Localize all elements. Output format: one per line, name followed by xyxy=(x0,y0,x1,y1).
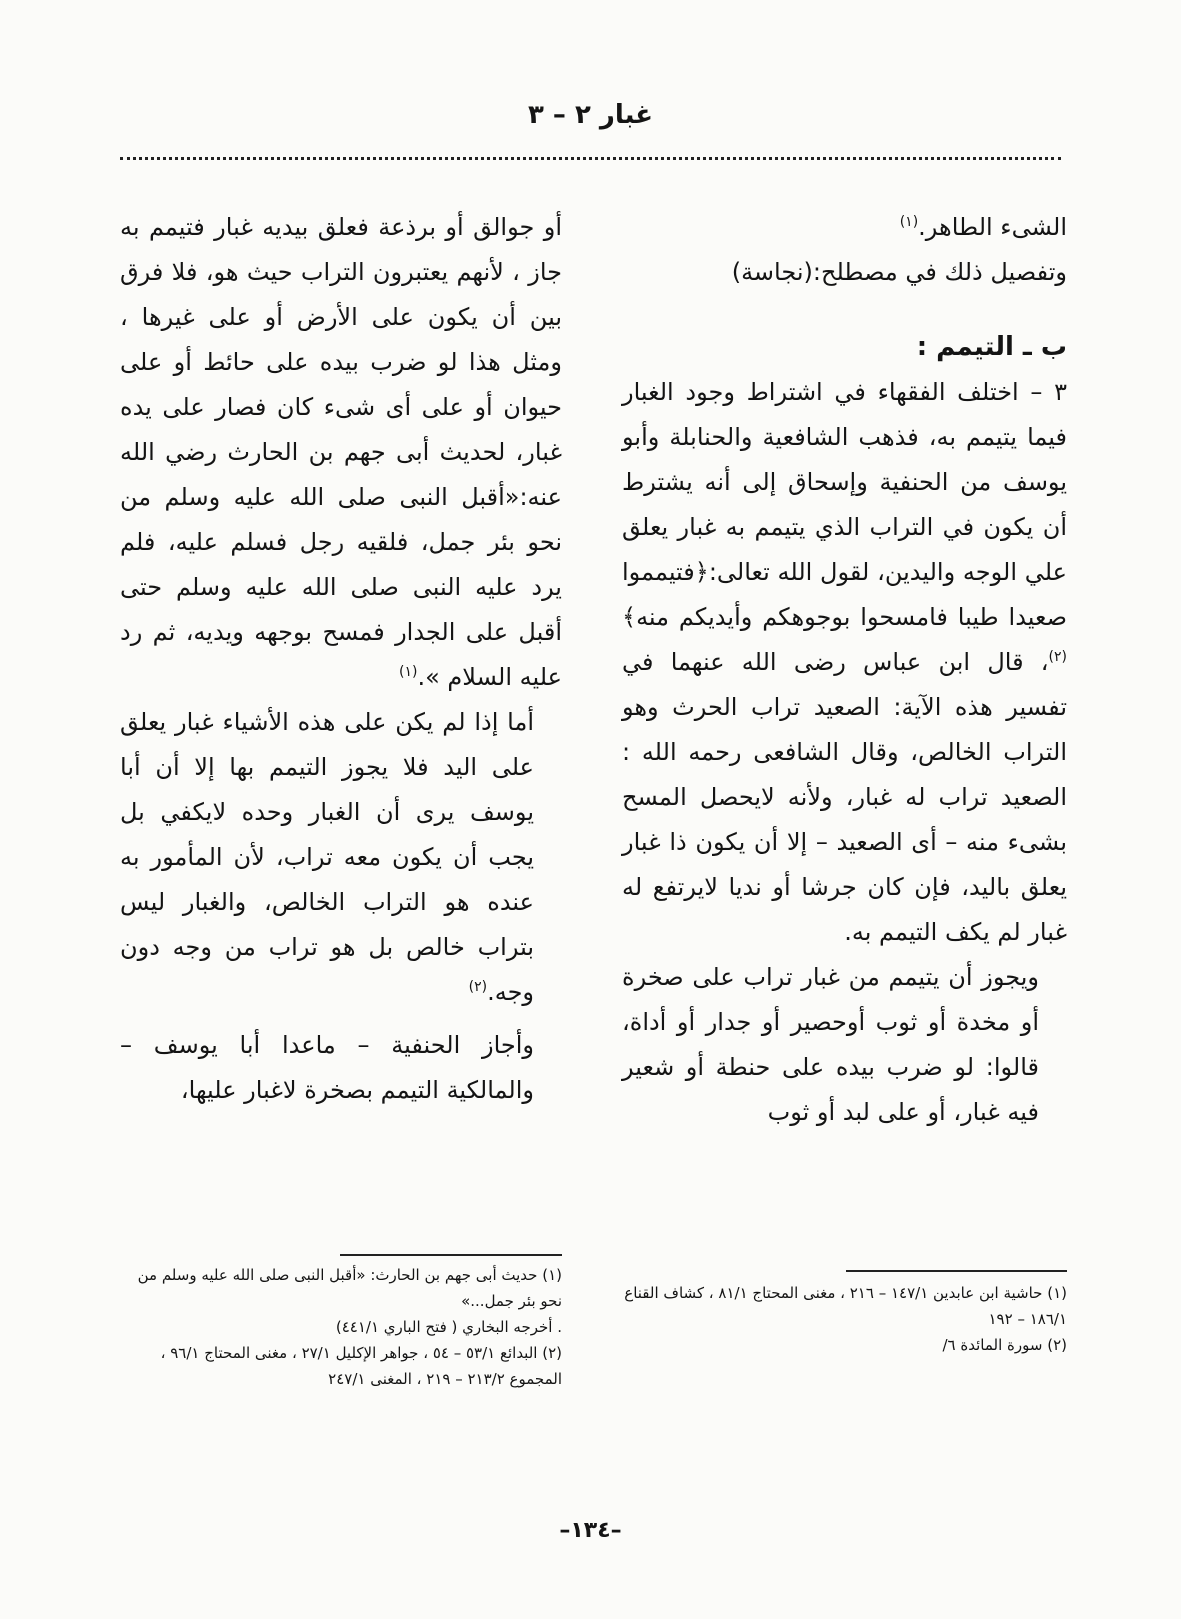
header-dotted-rule xyxy=(120,157,1061,160)
footnote-ref: (١) xyxy=(399,664,418,680)
footnote-ref: (٢) xyxy=(468,979,488,995)
footnote-rule-left xyxy=(340,1254,562,1256)
right-column xyxy=(622,205,1067,1135)
section-heading-tayammum: ب ـ التيمم : xyxy=(916,332,1067,362)
footnote-rule-right xyxy=(846,1270,1067,1272)
left-paragraph-1: أو جوالق أو برذعة فعلق بيديه غبار فتيمم به جاز ، لأنهم يعتبرون التراب حيث هو، فلا فرق بين أن يكون على الأرض أو على غيرها ، ومثل هذا لو ضرب بيده على حائط أو على حيوان أو على أى شىء كان فصار على يده غبار، لحديث أبى جهم بن الحارث رضي الله عنه:«أقبل النبى صلى الله عليه وسلم من نحو بئر جمل، فلقيه رجل فسلم عليه، فلم يرد عليه النبى صلى الله عليه وسلم حتى أقبل على الجدار فمسح بوجهه ويديه، ثم رد عليه السلام ».$^{(١)}$ xyxy=(120,213,562,691)
page-number: –١٣٤– xyxy=(559,1518,622,1543)
footnotes-right xyxy=(620,1280,1067,1358)
footnote-left-1: (١) حديث أبى جهم بن الحارث: «أقبل النبى صلى الله عليه وسلم من نحو بئر جمل...» xyxy=(137,1266,562,1310)
footnote-left-2: . أخرجه البخاري ( فتح الباري ٤٤١/١) xyxy=(335,1318,562,1336)
right-paragraph-1: ٣ – اختلف الفقهاء في اشتراط وجود الغبار فيما يتيمم به، فذهب الشافعية والحنابلة وأبو يوسف من الحنفية وإسحاق إلى أنه يشترط أن يكون في التراب الذي يتيمم به غبار يعلق علي الوجه واليدين، لقول الله تعالى:﴿فتيمموا صعيدا طيبا فامسحوا بوجوهكم وأيديكم منه﴾$^{(٢)}$، قال ابن عباس رضى الله عنهما في تفسير هذه الآية: الصعيد تراب الحرث وهو التراب الخالص، وقال الشافعى رحمه الله : الصعيد تراب له غبار، ولأنه لايحصل المسح بشىء منه – أى الصعيد – إلا أن يكون ذا غبار يعلق باليد، فإن كان جرشا أو نديا لايرتفع له غبار لم يكف التيمم به. xyxy=(622,378,1067,946)
footnotes-left xyxy=(120,1262,562,1392)
left-paragraph-3: وأجاز الحنفية – ماعدا أبا يوسف – والمالكية التيمم بصخرة لاغبار عليها، xyxy=(120,1031,534,1104)
left-paragraph-2: أما إذا لم يكن على هذه الأشياء غبار يعلق على اليد فلا يجوز التيمم بها إلا أن أبا يوسف يرى أن الغبار وحده لايكفي بل يجب أن يكون معه تراب، لأن المأمور به عنده هو التراب الخالص، والغبار ليس بتراب خالص بل هو تراب من وجه دون وجه.$^{(٢)}$ xyxy=(120,708,534,1006)
footnote-right-1: (١) حاشية ابن عابدين ١٤٧/١ – ٢١٦ ، مغنى المحتاج ٨١/١ ، كشاف القناع ١٨٦/١ – ١٩٢ xyxy=(624,1284,1067,1328)
left-column xyxy=(120,205,562,1113)
right-line-2: وتفصيل ذلك في مصطلح:(نجاسة) xyxy=(731,258,1067,286)
right-line-1: الشىء الطاهر.$^{(١)}$ xyxy=(899,213,1067,241)
footnote-right-2: (٢) سورة المائدة ٦/ xyxy=(942,1336,1067,1354)
footnote-ref: (٢) xyxy=(1048,649,1067,665)
page-header-title: غبار ٢ – ٣ xyxy=(527,100,653,130)
footnote-ref: (١) xyxy=(899,214,919,230)
right-paragraph-2: ويجوز أن يتيمم من غبار تراب على صخرة أو مخدة أو ثوب أوحصير أو جدار أو أداة، قالوا: لو ضرب بيده على حنطة أو شعير فيه غبار، أو على لبد أو ثوب xyxy=(622,963,1039,1126)
footnote-left-3: (٢) البدائع ٥٣/١ – ٥٤ ، جواهر الإكليل ٢٧/١ ، مغنى المحتاج ٩٦/١ ، المجموع ٢١٣/٢ – ٢١٩ ، المغنى ٢٤٧/١ xyxy=(160,1344,562,1388)
